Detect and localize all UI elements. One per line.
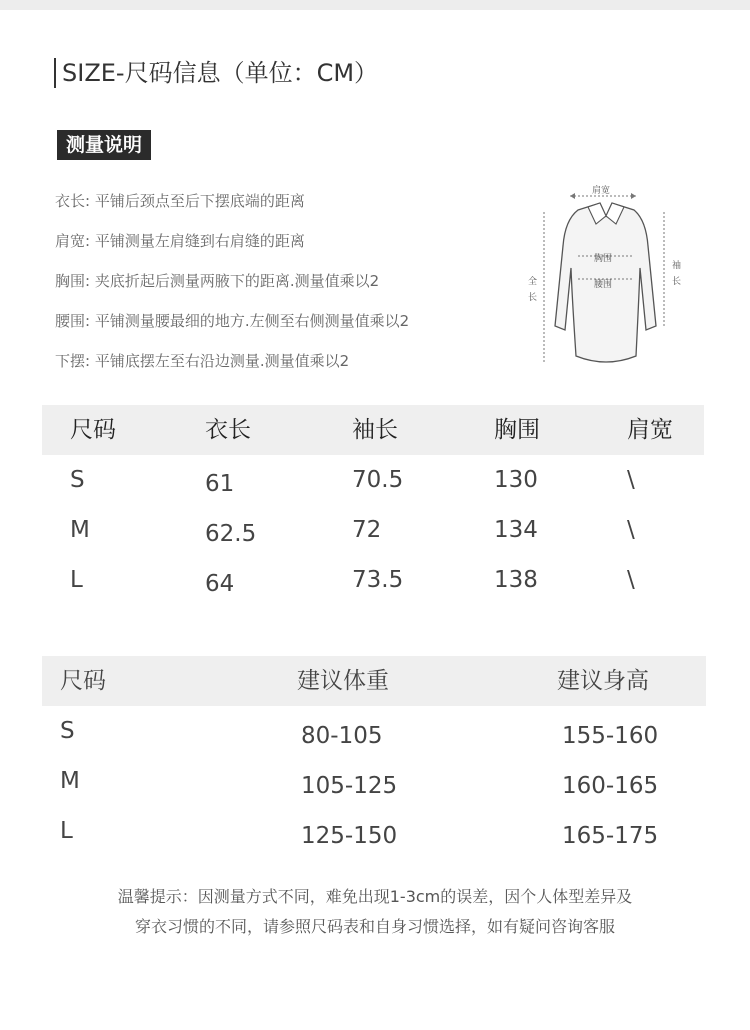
section-tag: 测量说明 bbox=[57, 130, 151, 160]
table-row bbox=[42, 756, 706, 806]
cell-size: L bbox=[60, 818, 73, 844]
header-size: 尺码 bbox=[70, 417, 116, 443]
recommend-table bbox=[42, 656, 706, 856]
header-size: 尺码 bbox=[60, 668, 106, 694]
cell-size: M bbox=[70, 517, 90, 543]
cell-chest: 138 bbox=[494, 567, 538, 593]
footer-tip bbox=[0, 882, 750, 942]
diagram-label-length-2: 长 bbox=[528, 293, 538, 303]
cell-length: 62.5 bbox=[205, 521, 257, 547]
recommend-table-header bbox=[42, 656, 706, 706]
header-length: 衣长 bbox=[205, 417, 251, 443]
cell-length: 61 bbox=[205, 471, 235, 497]
table-row bbox=[42, 505, 704, 555]
note-length: 衣长: 平铺后颈点至后下摆底端的距离 bbox=[55, 192, 305, 210]
page-title: SIZE-尺码信息（单位：CM） bbox=[54, 58, 378, 88]
header-shoulder: 肩宽 bbox=[627, 417, 673, 443]
cell-sleeve: 73.5 bbox=[352, 567, 404, 593]
cell-shoulder: \ bbox=[627, 517, 635, 543]
note-hem: 下摆: 平铺底摆左至右沿边测量.测量值乘以2 bbox=[55, 352, 350, 370]
note-shoulder: 肩宽: 平铺测量左肩缝到右肩缝的距离 bbox=[55, 232, 305, 250]
cell-chest: 130 bbox=[494, 467, 538, 493]
note-chest: 胸围: 夹底折起后测量两腋下的距离.测量值乘以2 bbox=[55, 272, 380, 290]
footer-line-1: 温馨提示：因测量方式不同，难免出现1-3cm的误差，因个人体型差异及 bbox=[117, 887, 633, 906]
cell-weight: 105-125 bbox=[301, 773, 398, 799]
diagram-label-waist: 腰围 bbox=[594, 280, 613, 290]
cell-height: 165-175 bbox=[562, 823, 659, 849]
diagram-label-chest: 胸围 bbox=[594, 254, 613, 264]
header-chest: 胸围 bbox=[494, 417, 540, 443]
cell-size: M bbox=[60, 768, 80, 794]
diagram-label-sleeve-2: 长 bbox=[672, 277, 682, 287]
header-sleeve: 袖长 bbox=[352, 417, 398, 443]
table-row bbox=[42, 455, 704, 505]
measurement-notes bbox=[55, 190, 505, 390]
cell-chest: 134 bbox=[494, 517, 538, 543]
cell-sleeve: 72 bbox=[352, 517, 382, 543]
cell-size: S bbox=[60, 718, 75, 744]
header-weight: 建议体重 bbox=[297, 668, 389, 694]
dress-measurement-diagram bbox=[518, 176, 698, 372]
size-table-header bbox=[42, 405, 704, 455]
cell-size: S bbox=[70, 467, 85, 493]
top-divider bbox=[0, 0, 750, 10]
cell-length: 64 bbox=[205, 571, 235, 597]
table-row bbox=[42, 555, 704, 605]
cell-size: L bbox=[70, 567, 83, 593]
cell-weight: 125-150 bbox=[301, 823, 398, 849]
cell-height: 160-165 bbox=[562, 773, 659, 799]
footer-line-2: 穿衣习惯的不同，请参照尺码表和自身习惯选择，如有疑问咨询客服 bbox=[134, 917, 615, 936]
cell-sleeve: 70.5 bbox=[352, 467, 404, 493]
size-table bbox=[42, 405, 704, 605]
diagram-label-shoulder: 肩宽 bbox=[592, 186, 611, 196]
diagram-label-sleeve-1: 袖 bbox=[672, 261, 682, 271]
note-waist: 腰围: 平铺测量腰最细的地方.左侧至右侧测量值乘以2 bbox=[55, 312, 410, 330]
cell-height: 155-160 bbox=[562, 723, 659, 749]
cell-shoulder: \ bbox=[627, 567, 635, 593]
table-row bbox=[42, 706, 706, 756]
cell-weight: 80-105 bbox=[301, 723, 383, 749]
header-height: 建议身高 bbox=[557, 668, 649, 694]
cell-shoulder: \ bbox=[627, 467, 635, 493]
table-row bbox=[42, 806, 706, 856]
diagram-label-length-1: 全 bbox=[528, 277, 538, 287]
